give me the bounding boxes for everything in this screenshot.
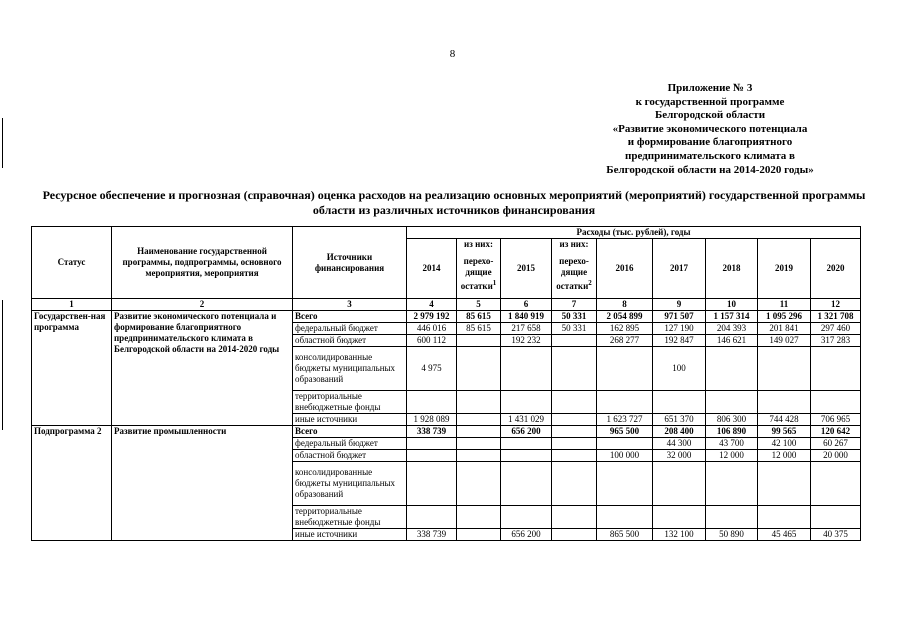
appendix-heading [560,82,860,177]
table-cell [706,506,758,529]
table-cell: 201 841 [758,323,811,335]
table-cell: 2 054 899 [597,311,653,323]
column-number: 5 [457,299,501,311]
table-cell: 100 [653,347,706,391]
table-cell [758,391,811,414]
table-cell [552,335,597,347]
table-cell [407,391,457,414]
table-cell [457,450,501,462]
page-number: 8 [449,48,456,60]
table-cell [811,506,861,529]
table-cell: 965 500 [597,426,653,438]
header-year: 2015 [501,239,552,299]
table-row [32,426,861,438]
header-carryover [457,251,501,299]
appendix-line: к государственной программе [635,95,785,108]
header-carryover [552,251,597,299]
table-cell: 127 190 [653,323,706,335]
row-source: Всего [293,426,407,438]
table-cell [552,391,597,414]
header-name: Наименование государственной программы, подпрограммы, основного мероприятия, мероприятия [112,227,293,299]
row-name: Развитие промышленности [112,426,293,541]
footnote-mark: 2 [588,279,592,288]
row-source: консолидированные бюджеты муниципальных образований [293,462,407,506]
table-cell: 106 890 [706,426,758,438]
table-cell [811,462,861,506]
table-cell: 4 975 [407,347,457,391]
column-number: 12 [811,299,861,311]
table-cell: 865 500 [597,529,653,541]
table-cell [457,426,501,438]
table-cell: 50 890 [706,529,758,541]
header-year: 2016 [597,239,653,299]
table-cell [457,529,501,541]
table-cell [653,506,706,529]
table-cell [706,391,758,414]
table-row [32,311,861,323]
table-cell: 85 615 [457,311,501,323]
appendix-line: «Развитие экономического потенциала [612,122,808,135]
table-cell [501,506,552,529]
table-cell [552,462,597,506]
table-cell [501,347,552,391]
table-cell: 40 375 [811,529,861,541]
header-carryover-label: перехо-дящие остатки [556,256,589,292]
row-source: территориальные внебюджетные фонды [293,391,407,414]
table-cell [597,347,653,391]
table-cell [597,391,653,414]
column-number: 4 [407,299,457,311]
table-cell: 60 267 [811,438,861,450]
header-year: 2014 [407,239,457,299]
table-cell: 656 200 [501,426,552,438]
table-cell: 1 623 727 [597,414,653,426]
table-cell: 656 200 [501,529,552,541]
table-cell [552,426,597,438]
header-year: 2019 [758,239,811,299]
table-cell: 85 615 [457,323,501,335]
table-cell: 706 965 [811,414,861,426]
column-number: 3 [293,299,407,311]
row-source: федеральный бюджет [293,323,407,335]
document-title: Ресурсное обеспечение и прогнозная (справочная) оценка расходов на реализацию основных мероприятий (мероприятий) государственной программы области из различных источников финансирования [42,188,866,217]
table-cell: 971 507 [653,311,706,323]
table-cell: 1 928 089 [407,414,457,426]
table-cell [758,347,811,391]
column-number: 8 [597,299,653,311]
table-cell: 2 979 192 [407,311,457,323]
row-name: Развитие экономического потенциала и формирование благоприятного предпринимательского климата в Белгородской области на 2014-2020 годы [112,311,293,426]
table-cell: 50 331 [552,311,597,323]
table-cell [653,391,706,414]
table-cell [811,347,861,391]
column-number: 6 [501,299,552,311]
table-cell [597,506,653,529]
table-cell [501,462,552,506]
table-cell: 208 400 [653,426,706,438]
table-cell [457,347,501,391]
table-cell: 146 621 [706,335,758,347]
table-cell [457,391,501,414]
table-cell [457,414,501,426]
table-cell: 32 000 [653,450,706,462]
table-cell: 806 300 [706,414,758,426]
header-of-them: из них: [552,239,597,251]
table-cell: 204 393 [706,323,758,335]
scan-edge-mark [2,300,3,430]
column-number: 1 [32,299,112,311]
appendix-line: и формирование благоприятного [627,136,793,149]
scan-edge-mark [2,118,3,168]
header-sources: Источники финансирования [293,227,407,299]
column-number: 11 [758,299,811,311]
table-cell: 268 277 [597,335,653,347]
header-year: 2017 [653,239,706,299]
table-cell [597,438,653,450]
table-cell: 317 283 [811,335,861,347]
table-cell: 297 460 [811,323,861,335]
footnote-mark: 1 [492,279,497,288]
table-cell [457,335,501,347]
table-cell: 45 465 [758,529,811,541]
row-source: федеральный бюджет [293,438,407,450]
header-expenses: Расходы (тыс. рублей), годы [407,227,861,239]
table-cell [407,450,457,462]
appendix-line: Приложение № 3 [667,82,753,94]
table-cell [407,462,457,506]
table-cell [653,462,706,506]
table-cell: 217 658 [501,323,552,335]
table-cell [552,529,597,541]
table-cell [457,438,501,450]
table-cell: 44 300 [653,438,706,450]
header-of-them: из них: [457,239,501,251]
appendix-line: Белгородской области [654,109,766,122]
table-cell [552,347,597,391]
table-cell: 50 331 [552,323,597,335]
table-cell: 120 642 [811,426,861,438]
table-cell: 1 321 708 [811,311,861,323]
table-cell: 192 232 [501,335,552,347]
appendix-line: Белгородской области на 2014-2020 годы» [606,163,814,176]
header-year: 2020 [811,239,861,299]
column-number: 10 [706,299,758,311]
table-cell: 744 428 [758,414,811,426]
table-cell [501,438,552,450]
column-number: 9 [653,299,706,311]
table-cell: 1 095 296 [758,311,811,323]
header-carryover-label: перехо-дящие остатки [460,256,494,292]
table-cell [552,414,597,426]
row-source: Всего [293,311,407,323]
header-year: 2018 [706,239,758,299]
table-cell: 1 431 029 [501,414,552,426]
table-cell: 43 700 [706,438,758,450]
table-cell [407,506,457,529]
table-cell [597,462,653,506]
table-cell [407,438,457,450]
header-status: Статус [32,227,112,299]
row-source: консолидированные бюджеты муниципальных образований [293,347,407,391]
table-cell [552,450,597,462]
table-cell [552,438,597,450]
table-cell: 20 000 [811,450,861,462]
table-cell: 1 157 314 [706,311,758,323]
column-number: 7 [552,299,597,311]
table-cell [552,506,597,529]
row-source: областной бюджет [293,450,407,462]
column-number: 2 [112,299,293,311]
table-cell [457,506,501,529]
table-cell: 446 016 [407,323,457,335]
table-cell: 100 000 [597,450,653,462]
resources-table [31,226,861,541]
table-cell: 12 000 [706,450,758,462]
table-cell: 338 739 [407,426,457,438]
row-status: Государствен-ная программа [32,311,112,426]
table-cell: 132 100 [653,529,706,541]
table-cell [811,391,861,414]
row-source: иные источники [293,414,407,426]
table-cell: 162 895 [597,323,653,335]
table-cell: 99 565 [758,426,811,438]
row-source: иные источники [293,529,407,541]
table-cell: 338 739 [407,529,457,541]
appendix-line: предпринимательского климата в [625,149,795,162]
table-cell: 1 840 919 [501,311,552,323]
table-cell [501,450,552,462]
table-cell [457,462,501,506]
table-cell [758,506,811,529]
table-cell: 192 847 [653,335,706,347]
table-cell: 42 100 [758,438,811,450]
table-cell: 12 000 [758,450,811,462]
table-cell [706,347,758,391]
table-cell: 149 027 [758,335,811,347]
table-cell: 600 112 [407,335,457,347]
table-cell [758,462,811,506]
row-source: территориальные внебюджетные фонды [293,506,407,529]
table-cell: 651 370 [653,414,706,426]
table-cell [706,462,758,506]
table-cell [501,391,552,414]
row-source: областной бюджет [293,335,407,347]
row-status: Подпрограмма 2 [32,426,112,541]
